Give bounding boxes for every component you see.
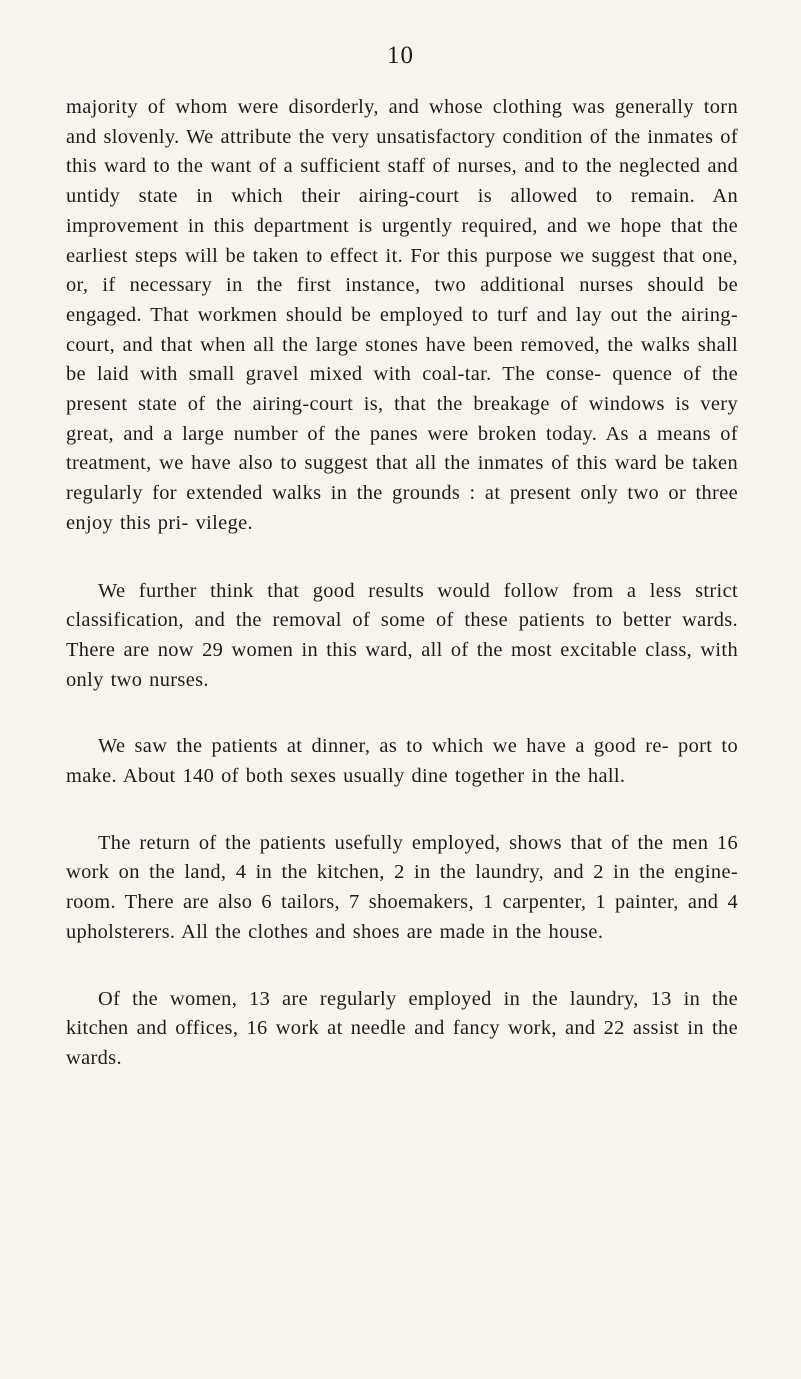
paragraph-classification: We further think that good results would follow from a less strict classification, and the removal of some of these patients to better wards. There are now 29 women in this ward, all of the most excitable class, with only two nurses. [66,579,738,691]
paragraph-dinner: We saw the patients at dinner, as to which we have a good re- port to make. About 140 of both sexes usually dine together in the hall. [66,735,738,788]
paragraph-men-employed: The return of the patients usefully employed, shows that of the men 16 work on the land, 4 in the kitchen, 2 in the laundry, and 2 in the engine-room. There are also 6 tailors, 7 shoemakers, 1 carpenter, 1 painter, and 4 upholsterers. All the clothes and shoes are made in the house. [66,831,738,943]
paragraph-women-employed: Of the women, 13 are regularly employed in the laundry, 13 in the kitchen and offices, 16 work at needle and fancy work, and 22 assist in the wards. [66,987,738,1069]
paragraph-airing-court: majority of whom were disorderly, and whose clothing was generally torn and slovenly. We attribute the very unsatisfactory condition of the inmates of this ward to the want of a sufficient staff of nurses, and to the neglected and untidy state in which their airing-court is allowed to remain. An improvement in this department is urgently required, and we hope that the earliest steps will be taken to effect it. For this purpose we suggest that one, or, if necessary in the first instance, two additional nurses should be engaged. That workmen should be employed to turf and lay out the airing-court, and that when all the large stones have been removed, the walks shall be laid with small gravel mixed with coal-tar. The conse- quence of the present state of the airing-court is, that the breakage of windows is very great, and a large number of the panes were broken today. As a means of treatment, we have also to suggest that all the inmates of this ward be taken regularly for extended walks in the grounds : at present only two or three enjoy this pri- vilege. [66,96,738,534]
page-number: 10 [387,42,414,69]
body-text [66,93,738,1111]
